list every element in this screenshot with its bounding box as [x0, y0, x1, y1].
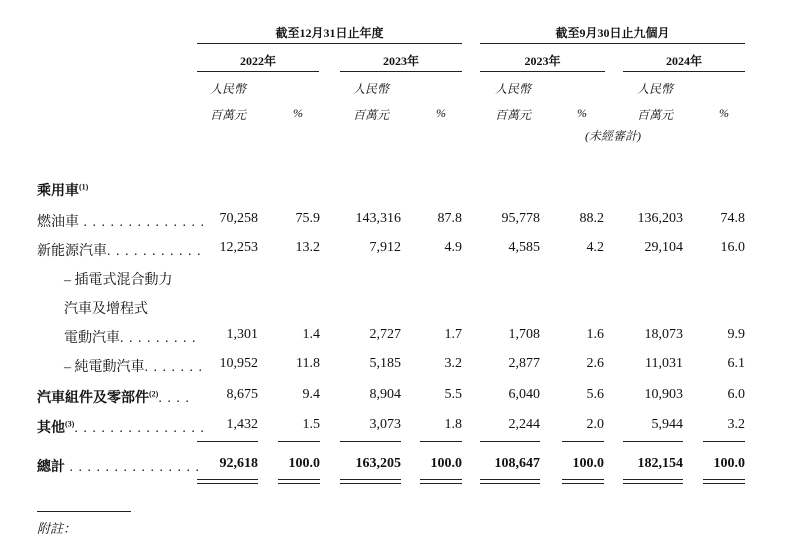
cell: 2,727: [369, 327, 401, 342]
total-double-rule: [278, 483, 320, 484]
cell: 1.8: [444, 417, 462, 432]
cell: 10,903: [644, 387, 683, 402]
currency-unit: 百萬元: [495, 108, 532, 122]
subtotal-rule: [197, 441, 258, 442]
period-rule-fy: [197, 43, 462, 44]
cell: 6,040: [508, 387, 540, 402]
total-cell: 100.0: [713, 456, 745, 471]
cell: 1,708: [508, 327, 540, 342]
total-cell: 100.0: [572, 456, 604, 471]
subtotal-rule: [420, 441, 462, 442]
cell: 6.1: [727, 356, 745, 371]
year-rule-2022: [197, 71, 319, 72]
total-double-rule: [340, 483, 401, 484]
cell: 2,244: [508, 417, 540, 432]
cell: 12,253: [219, 240, 258, 255]
year-rule-2024: [623, 71, 745, 72]
currency-label: 人民幣: [495, 82, 532, 96]
total-double-rule: [197, 483, 258, 484]
total-double-rule: [420, 483, 462, 484]
cell: 5.5: [444, 387, 462, 402]
subtotal-rule: [562, 441, 604, 442]
period-rule-9m: [480, 43, 745, 44]
unaudited-note: (未經審計): [585, 129, 641, 143]
total-double-rule: [703, 483, 745, 484]
leader-dots: . . . . . . . . . . . . . . .: [65, 460, 200, 475]
cell: 9.9: [727, 327, 745, 342]
currency-label: 人民幣: [637, 82, 674, 96]
cell: 1.5: [302, 417, 320, 432]
cell: 2,877: [508, 356, 540, 371]
cell: 11,031: [645, 356, 683, 371]
total-double-rule: [562, 479, 604, 480]
period-header-nine-months: 截至9月30日止九個月: [555, 26, 670, 40]
period-header-fiscal-year: 截至12月31日止年度: [275, 26, 384, 40]
cell: 9.4: [302, 387, 320, 402]
cell: 1.6: [586, 327, 604, 342]
row-label-text: 新能源汽車: [37, 244, 107, 259]
leader-dots: . . . . . . . . . . .: [107, 244, 202, 259]
cell: 2.0: [586, 417, 604, 432]
total-double-rule: [623, 483, 683, 484]
cell: 4.9: [444, 240, 462, 255]
row-label-fuel-vehicle: [37, 211, 205, 231]
cell: 3,073: [369, 417, 401, 432]
cell: 4.2: [586, 240, 604, 255]
year-header-2023-9m: 2023年: [524, 54, 561, 68]
total-cell: 163,205: [355, 456, 401, 471]
cell: 5.6: [586, 387, 604, 402]
footnote-label: 附註：: [37, 521, 77, 536]
row-label-text: 電動汽車: [64, 331, 120, 346]
cell: 7,912: [369, 240, 401, 255]
percent-header: %: [293, 106, 303, 120]
total-cell: 100.0: [430, 456, 462, 471]
currency-unit: 百萬元: [353, 108, 390, 122]
currency-label: 人民幣: [210, 82, 247, 96]
cell: 4,585: [508, 240, 540, 255]
row-label-phev-line3: [64, 327, 197, 347]
section-title-text: 乘用車: [37, 184, 79, 199]
total-double-rule: [623, 479, 683, 480]
currency-label: 人民幣: [353, 82, 390, 96]
total-double-rule: [480, 483, 540, 484]
leader-dots: . . . .: [158, 391, 190, 406]
year-rule-2023-fy: [340, 71, 462, 72]
row-label-text: 其他: [37, 421, 65, 436]
total-cell: 100.0: [288, 456, 320, 471]
row-label-text: 汽車組件及零部件: [37, 391, 149, 406]
cell: 3.2: [727, 417, 745, 432]
cell: 95,778: [501, 211, 540, 226]
percent-header: %: [577, 106, 587, 120]
total-double-rule: [340, 479, 401, 480]
subtotal-rule: [340, 441, 401, 442]
cell: 88.2: [579, 211, 604, 226]
cell: 1,432: [226, 417, 258, 432]
cell: 29,104: [644, 240, 683, 255]
cell: 1.4: [302, 327, 320, 342]
footnote-marker: (2): [149, 389, 159, 399]
percent-header: %: [719, 106, 729, 120]
cell: 5,185: [369, 356, 401, 371]
cell: 2.6: [586, 356, 604, 371]
leader-dots: . . . . . . . . . . . . . .: [79, 215, 205, 230]
cell: 87.8: [437, 211, 462, 226]
total-double-rule: [197, 479, 258, 480]
cell: 75.9: [295, 211, 320, 226]
cell: 11.8: [296, 356, 320, 371]
cell: 8,675: [226, 387, 258, 402]
subtotal-rule: [703, 441, 745, 442]
section-title: [37, 180, 88, 200]
cell: 5,944: [651, 417, 683, 432]
cell: 8,904: [369, 387, 401, 402]
cell: 1.7: [444, 327, 462, 342]
footnote-marker: (1): [79, 182, 89, 192]
currency-unit: 百萬元: [637, 108, 674, 122]
cell: 143,316: [355, 211, 401, 226]
row-label-phev-line2: 汽車及增程式: [64, 302, 148, 317]
year-header-2023-fy: 2023年: [382, 54, 419, 68]
leader-dots: . . . . . . . . .: [120, 331, 197, 346]
total-cell: 108,647: [494, 456, 540, 471]
subtotal-rule: [278, 441, 320, 442]
currency-unit: 百萬元: [210, 108, 247, 122]
cell: 18,073: [644, 327, 683, 342]
total-double-rule: [703, 479, 745, 480]
year-rule-2023-9m: [480, 71, 605, 72]
row-label-components: [37, 387, 190, 407]
total-double-rule: [420, 479, 462, 480]
total-double-rule: [562, 483, 604, 484]
cell: 10,952: [219, 356, 258, 371]
subtotal-rule: [480, 441, 540, 442]
year-header-2024: 2024年: [665, 54, 702, 68]
cell: 13.2: [295, 240, 320, 255]
row-label-nev: [37, 240, 202, 260]
row-label-text: 燃油車: [37, 215, 79, 230]
cell: 1,301: [226, 327, 258, 342]
cell: 136,203: [637, 211, 683, 226]
cell: 70,258: [219, 211, 258, 226]
leader-dots: . . . . . . .: [144, 360, 203, 375]
total-cell: 92,618: [219, 456, 258, 471]
row-label-text: – 純電動汽車: [64, 360, 145, 375]
total-cell: 182,154: [637, 456, 683, 471]
total-double-rule: [480, 479, 540, 480]
footnote-rule: [37, 511, 131, 512]
row-label-others: [37, 417, 205, 437]
subtotal-rule: [623, 441, 683, 442]
total-double-rule: [278, 479, 320, 480]
cell: 6.0: [727, 387, 745, 402]
cell: 74.8: [720, 211, 745, 226]
row-label-text: 總計: [37, 460, 65, 475]
year-header-2022: 2022年: [239, 54, 276, 68]
leader-dots: . . . . . . . . . . . . . . .: [74, 421, 205, 436]
cell: 3.2: [444, 356, 462, 371]
row-label-phev-line1: – 插電式混合動力: [64, 273, 173, 288]
row-label-bev: [64, 356, 203, 376]
footnote-marker: (3): [65, 419, 75, 429]
cell: 16.0: [720, 240, 745, 255]
row-label-total: [37, 456, 200, 476]
percent-header: %: [436, 106, 446, 120]
